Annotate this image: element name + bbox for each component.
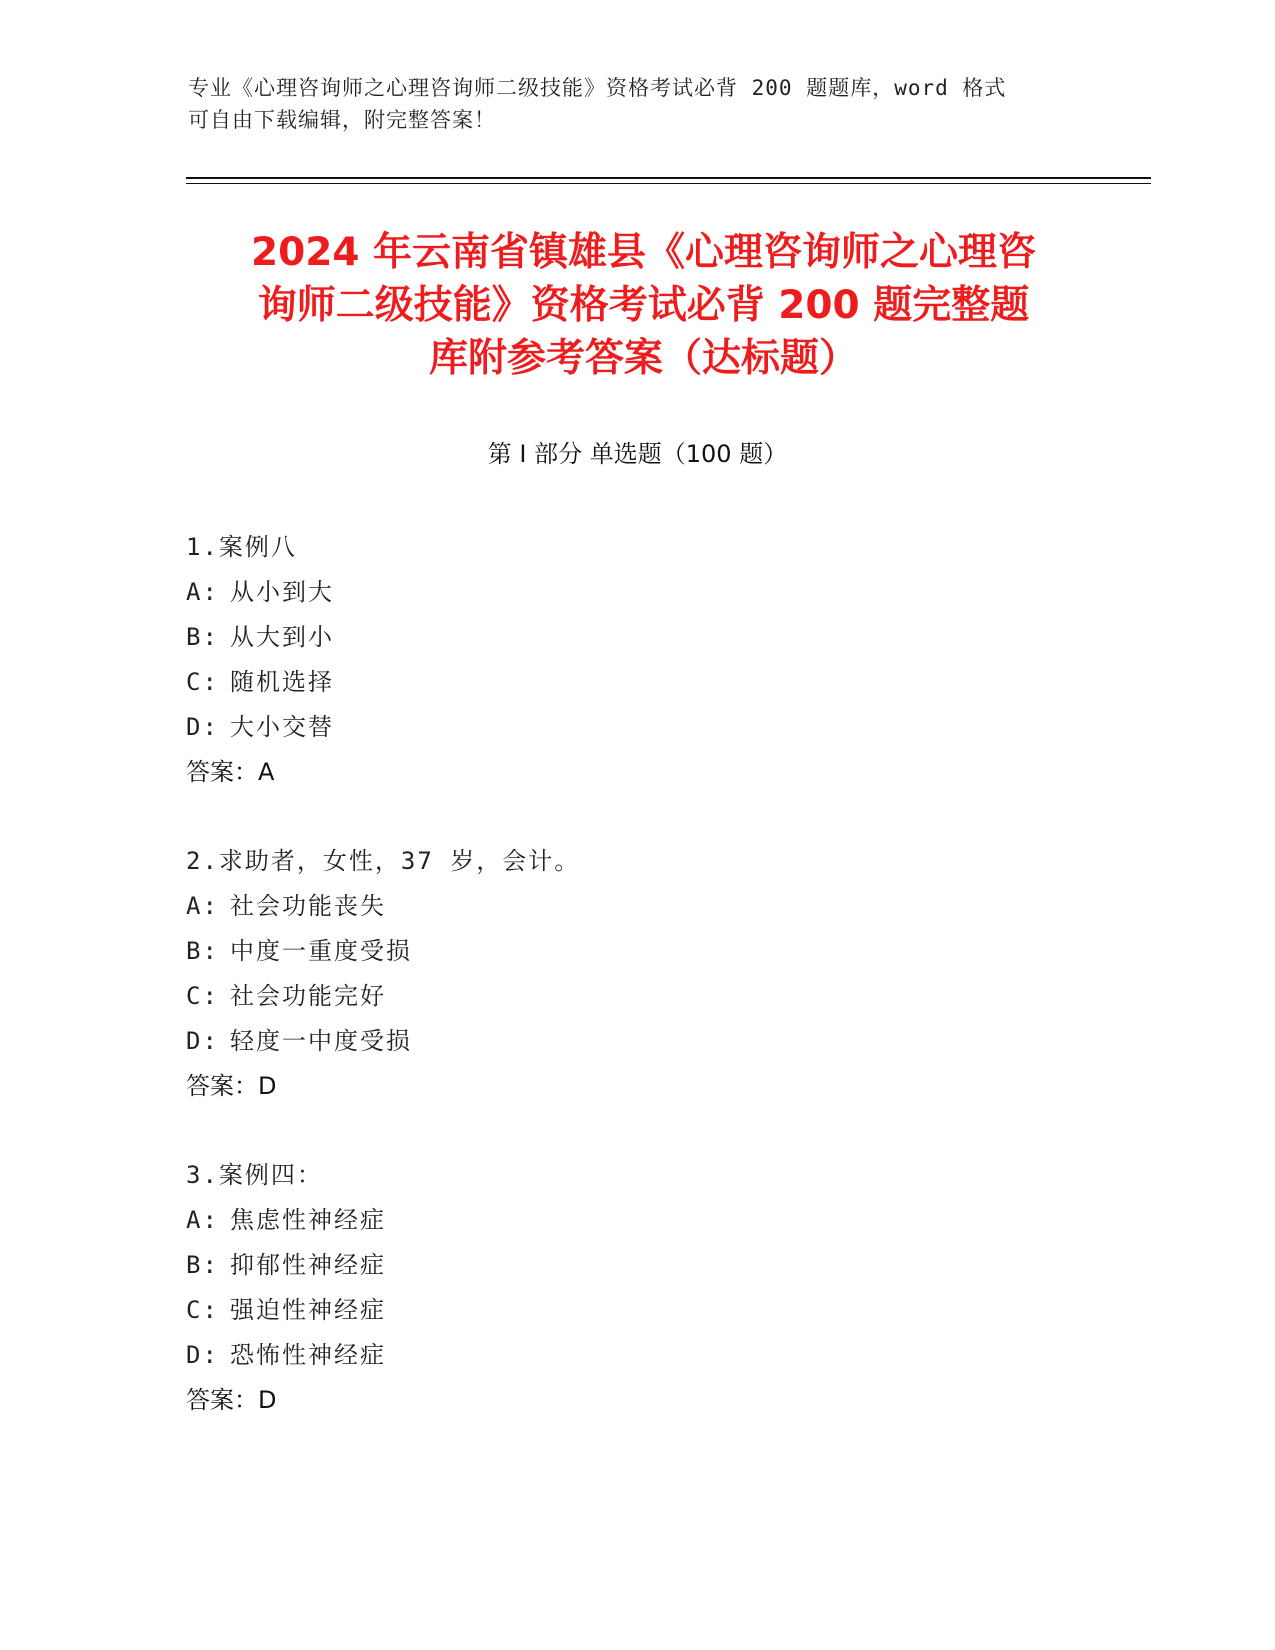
option-d bbox=[186, 1019, 1086, 1064]
option-key: C: bbox=[186, 668, 219, 696]
option-text: 从大到小 bbox=[230, 623, 334, 651]
answer-line: 答案：D bbox=[186, 1386, 277, 1414]
option-a bbox=[186, 1198, 1086, 1243]
option-text: 焦虑性神经症 bbox=[230, 1206, 386, 1234]
question-item bbox=[186, 839, 1086, 1109]
option-text: 社会功能丧失 bbox=[230, 892, 386, 920]
option-c bbox=[186, 660, 1086, 705]
section-heading: 第 I 部分 单选题（100 题） bbox=[487, 440, 788, 468]
option-text: 社会功能完好 bbox=[230, 982, 386, 1010]
option-b bbox=[186, 929, 1086, 974]
document-title bbox=[186, 226, 1101, 385]
option-a bbox=[186, 570, 1086, 615]
option-text: 恐怖性神经症 bbox=[230, 1341, 386, 1369]
document-title-line-1: 2024 年云南省镇雄县《心理咨询师之心理咨 bbox=[250, 230, 1037, 275]
question-stem: 3.案例四： bbox=[186, 1161, 323, 1189]
question-stem: 2.求助者，女性，37 岁，会计。 bbox=[186, 847, 581, 875]
question-item bbox=[186, 525, 1086, 795]
option-key: D: bbox=[186, 1027, 219, 1055]
option-key: A: bbox=[186, 578, 219, 606]
option-c bbox=[186, 974, 1086, 1019]
option-text: 中度一重度受损 bbox=[230, 937, 412, 965]
option-d bbox=[186, 705, 1086, 750]
option-text: 强迫性神经症 bbox=[230, 1296, 386, 1324]
option-key: B: bbox=[186, 937, 219, 965]
header-note-line-1: 专业《心理咨询师之心理咨询师二级技能》资格考试必背 200 题题库，word 格式 bbox=[188, 76, 1007, 100]
header-divider-thin bbox=[186, 183, 1151, 184]
option-c bbox=[186, 1288, 1086, 1333]
option-b bbox=[186, 615, 1086, 660]
option-key: D: bbox=[186, 1341, 219, 1369]
option-a bbox=[186, 884, 1086, 929]
option-d bbox=[186, 1333, 1086, 1378]
header-divider-thick bbox=[186, 177, 1151, 179]
question-stem: 1.案例八 bbox=[186, 533, 297, 561]
option-key: A: bbox=[186, 1206, 219, 1234]
option-text: 大小交替 bbox=[230, 713, 334, 741]
answer-line: 答案：A bbox=[186, 758, 275, 786]
document-title-line-2: 询师二级技能》资格考试必背 200 题完整题 bbox=[257, 283, 1030, 328]
option-key: D: bbox=[186, 713, 219, 741]
option-key: C: bbox=[186, 1296, 219, 1324]
option-key: A: bbox=[186, 892, 219, 920]
question-item bbox=[186, 1153, 1086, 1423]
answer-line: 答案：D bbox=[186, 1072, 277, 1100]
header-note bbox=[188, 72, 1068, 136]
question-list bbox=[186, 525, 1086, 1467]
option-text: 轻度一中度受损 bbox=[230, 1027, 412, 1055]
option-key: C: bbox=[186, 982, 219, 1010]
header-note-line-2: 可自由下载编辑，附完整答案！ bbox=[188, 108, 496, 132]
option-text: 抑郁性神经症 bbox=[230, 1251, 386, 1279]
option-text: 从小到大 bbox=[230, 578, 334, 606]
document-title-line-3: 库附参考答案（达标题） bbox=[428, 336, 858, 381]
option-key: B: bbox=[186, 623, 219, 651]
option-key: B: bbox=[186, 1251, 219, 1279]
option-b bbox=[186, 1243, 1086, 1288]
option-text: 随机选择 bbox=[230, 668, 334, 696]
